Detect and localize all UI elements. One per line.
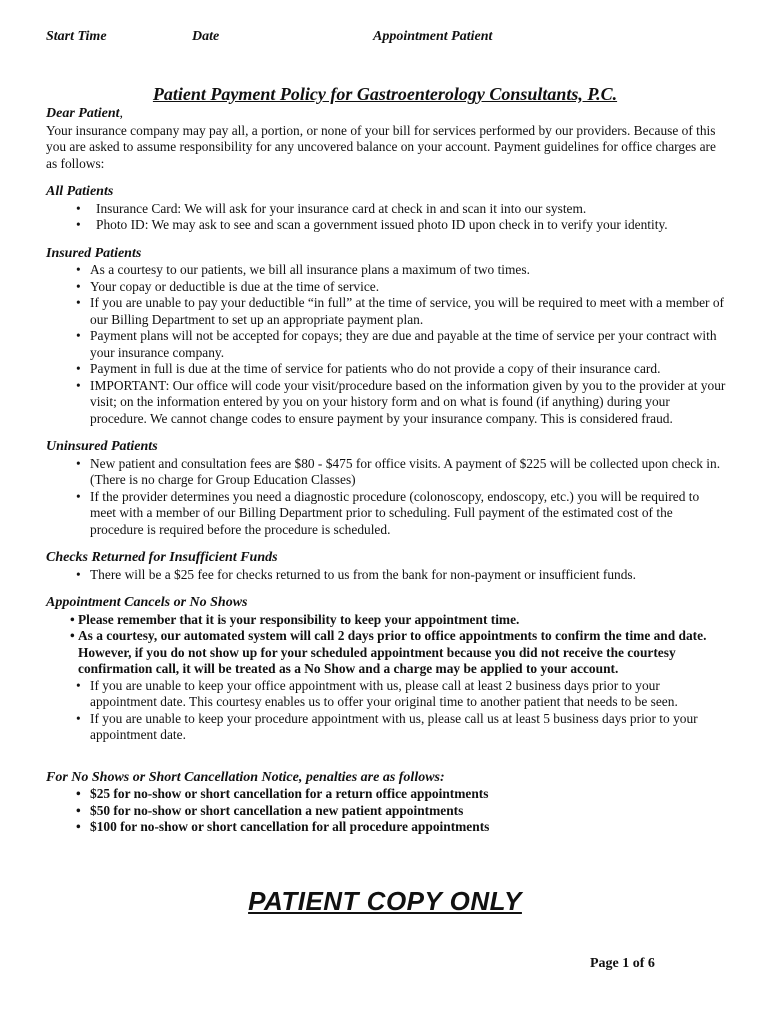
bullet-icon: • (76, 786, 81, 801)
section-heading-uninsured-patients: Uninsured Patients (46, 439, 158, 454)
checks-returned-list (46, 567, 726, 584)
list-item: • As a courtesy to our patients, we bill all insurance plans a maximum of two times. (76, 262, 530, 277)
list-item: • There will be a $25 fee for checks returned to us from the bank for non-payment or insufficient funds. (76, 566, 636, 582)
list-item: • Please remember that it is your responsibility to keep your appointment time. (70, 611, 520, 627)
date-label: Date (192, 29, 220, 44)
bullet-icon: • (70, 628, 75, 643)
list-item: • $25 for no-show or short cancellation for a return office appointments (76, 786, 489, 801)
salutation-name: Dear Patient (46, 106, 120, 121)
salutation-comma: , (119, 106, 123, 121)
list-item: • $50 for no-show or short cancellation a new patient appointments (76, 802, 464, 818)
bullet-icon: • (76, 455, 81, 471)
list-item: • Insurance Card: We will ask for your insurance card at check in and scan it into our system. (76, 200, 587, 216)
bullet-icon: • (76, 488, 81, 504)
policy-body (46, 106, 726, 836)
bullet-icon: • (76, 677, 81, 693)
section-heading-penalties: For No Shows or Short Cancellation Notice, penalties are as follows: (46, 769, 445, 785)
list-item: • If you are unable to pay your deductible “in full” at the time of service, you will be required to meet with a member of our Billing Department to set up an appropriate payment plan. (76, 295, 724, 327)
page-title: Patient Payment Policy for Gastroenterology Consultants, P.C. (152, 84, 618, 104)
bullet-icon: • (70, 611, 75, 627)
bullet-icon: • (76, 819, 81, 834)
list-item: • Photo ID: We may ask to see and scan a government issued photo ID upon check in to verify your identity. (76, 217, 668, 232)
bullet-icon: • (76, 361, 81, 376)
section-heading-insured-patients: Insured Patients (46, 245, 142, 261)
list-item: • New patient and consultation fees are $80 - $475 for office visits. A payment of $225 will be collected upon check in. (There is no charge for Group Education Classes) (76, 455, 721, 487)
patient-copy-stamp: PATIENT COPY ONLY (248, 886, 522, 916)
bullet-icon: • (76, 566, 81, 582)
list-item: • If you are unable to keep your office appointment with us, please call at least 2 business days prior to your appointment date. This courtesy enables us to offer your original time to another patient that needs to be seen. (76, 677, 678, 709)
list-item: • Payment in full is due at the time of service for patients who do not provide a copy of their insurance card. (76, 361, 661, 376)
section-heading-appointment-cancels: Appointment Cancels or No Shows (46, 595, 248, 610)
bullet-icon: • (76, 262, 81, 277)
list-item: • If you are unable to keep your procedure appointment with us, please call us at least 5 business days prior to your appointment date. (76, 710, 698, 742)
penalties-list (46, 786, 726, 836)
list-item: • Your copay or deductible is due at the time of service. (76, 278, 380, 294)
list-item: • Payment plans will not be accepted for copays; they are due and payable at the time of service per your contract with your insurance company. (76, 328, 717, 360)
bullet-icon: • (76, 710, 81, 726)
salutation (46, 106, 726, 123)
section-heading-all-patients: All Patients (46, 184, 114, 199)
list-item: • $100 for no-show or short cancellation for all procedure appointments (76, 819, 490, 834)
appointment-cancels-list (46, 612, 726, 744)
bullet-icon: • (76, 802, 81, 818)
uninsured-patients-list (46, 456, 726, 539)
bullet-icon: • (76, 200, 81, 216)
page-number: Page 1 of 6 (590, 956, 655, 971)
bullet-icon: • (76, 295, 81, 310)
start-time-label: Start Time (46, 29, 107, 44)
all-patients-list (46, 201, 726, 234)
list-item: • As a courtesy, our automated system will call 2 days prior to office appointments to confirm the time and date. However, if you do not show up for your scheduled appointment because you did not receive the courtesy confirmation call, it will be treated as a No Show and a charge may be applied to your account. (70, 628, 707, 676)
bullet-icon: • (76, 278, 81, 294)
intro-paragraph: Your insurance company may pay all, a portion, or none of your bill for services performed by our providers. Because of this you are asked to assume responsibility for any uncovered balance on your account. Payment guidelines for office charges are as follows: (46, 122, 716, 171)
section-heading-checks-returned: Checks Returned for Insufficient Funds (46, 550, 278, 565)
bullet-icon: • (76, 328, 81, 343)
bullet-icon: • (76, 377, 81, 393)
list-item: • IMPORTANT: Our office will code your visit/procedure based on the information given by you to the provider at your visit; on the information entered by you on your history form and on what is found (if anything) during your procedure. We cannot change codes to ensure payment by your insurance company. This is considered fraud. (76, 377, 726, 426)
bullet-icon: • (76, 217, 81, 232)
insured-patients-list (46, 262, 726, 427)
appointment-patient-label: Appointment Patient (373, 29, 493, 44)
list-item: • If the provider determines you need a diagnostic procedure (colonoscopy, endoscopy, etc.) you will be required to meet with a member of our Billing Department prior to scheduling. Full payment of the estimated cost of the procedure is required before the procedure is scheduled. (76, 488, 700, 537)
